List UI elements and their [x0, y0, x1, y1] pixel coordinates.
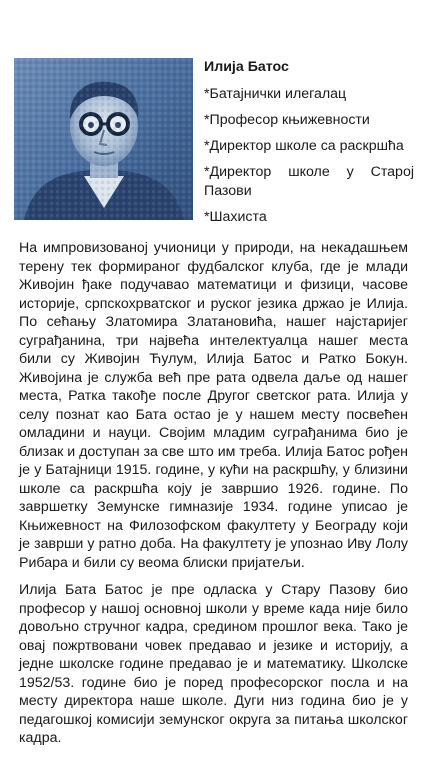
portrait-image — [14, 58, 193, 220]
person-name: Илија Батос — [204, 59, 289, 75]
paragraph: На импровизованој учионици у природи, на некадашњем терену тек формираног фудбалског клуба, где је млади Живојин ђаке подучавао математици и физици, часове историје, српскохрватског и руског језика држао је Илија. По сећању Златомира Златановића, нашег најстаријег суграђанина, три највећа интелектуалца нашег места били су Живојин Ћулум, Илија Батос и Ратко Бокун. Живојина је служба већ пре рата одвела даље од нашег места, Ратка такође после Другог светског рата. Илија у селу познат као Бата остао је у нашем месту посвећен омладини и науци. Својим младим суграђанима био је близак и доступан за све што им треба. Илија Батос рођен је у Батајници 1915. године, у кући на раскршћу, у близини школе са раскршћа коју је завршио 1926. године. По завршетку Земунске гимназије 1934. године уписао је Књижевност на Филозофском факултету у Београду који је заврши у ратно доба. На факултету је упознао Иву Лолу Рибара и били су веома блиски пријатељи. — [19, 240, 408, 571]
paragraph: Илија Бата Батос је пре одласка у Стару Пазову био професор у нашој основној школи у време када није било довољно стручног кадра, средином прошлог века. Тако је овај пожртвовани човек предавао и језике и историју, а једне школске године предавао је и математику. Школске 1952/53. године био је поред професорског посла и на месту директора наше школе. Дуги низ година био је у педагошкој комисији земунског округа за питања школског кадра. — [19, 582, 408, 746]
fact-item: *Директор школе у Старој Пазови — [204, 164, 414, 199]
fact-item: *Батајнички илегалац — [204, 86, 347, 102]
fact-item: *Директор школе са раскршћа — [204, 138, 404, 154]
fact-item: *Шахиста — [204, 209, 267, 225]
profile-facts — [204, 58, 414, 234]
fact-item: *Професор књижевности — [204, 112, 370, 128]
article-body — [19, 239, 408, 757]
